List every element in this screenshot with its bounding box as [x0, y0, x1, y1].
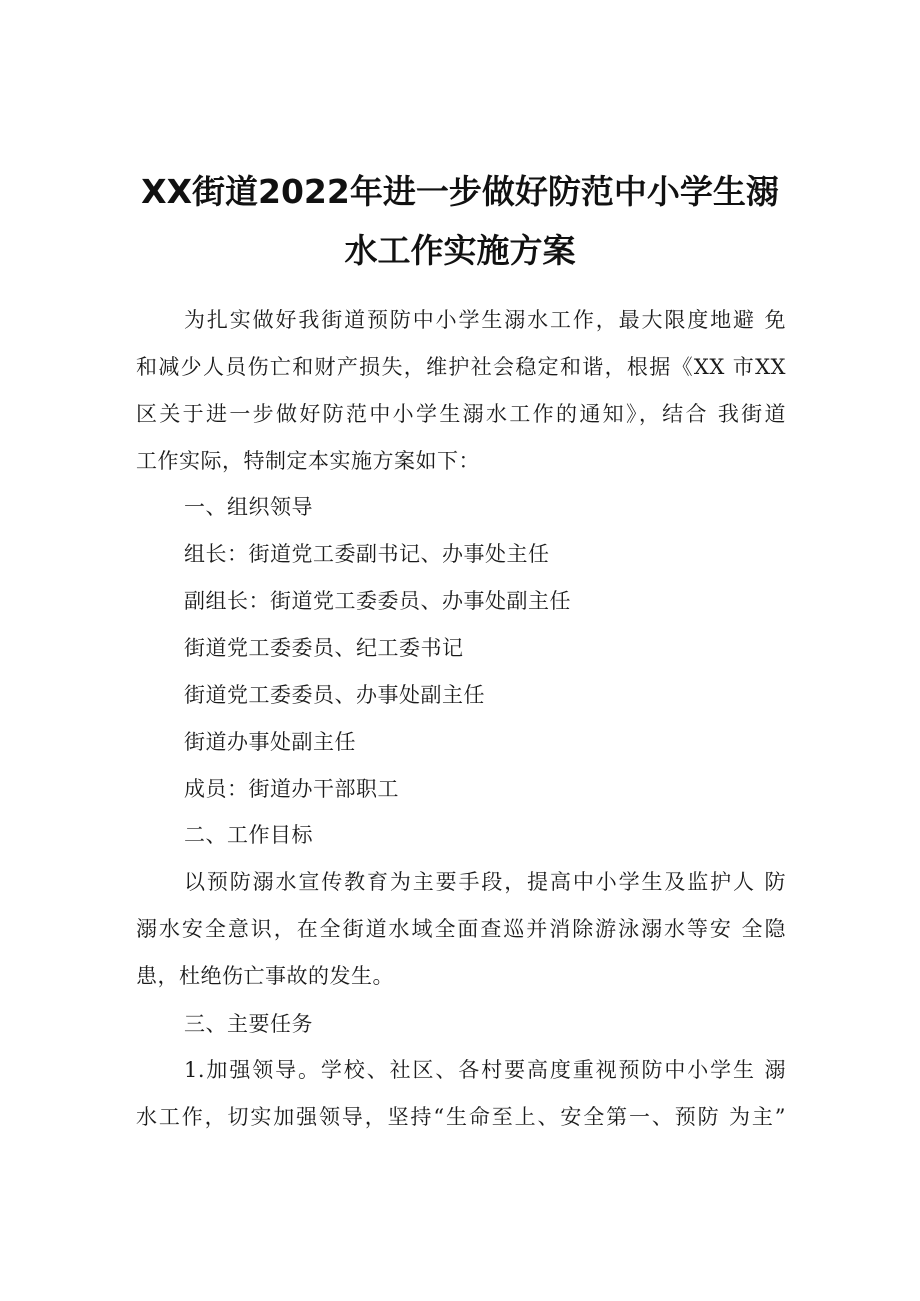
section-heading-organization: 一、组织领导 — [184, 495, 313, 519]
intro-line-3: 区关于进一步做好防范中小学生溺水工作的通知》，结合 我街道 — [136, 402, 786, 426]
leader-line-3: 街道党工委委员、纪工委书记 — [184, 636, 464, 660]
intro-line-4: 工作实际，特制定本实施方案如下： — [136, 449, 480, 473]
goals-line-2: 溺水安全意识，在全街道水域全面查巡并消除游泳溺水等安 全隐 — [136, 917, 786, 941]
leader-line-4: 街道党工委委员、办事处副主任 — [184, 683, 485, 707]
task1-line-1: 1.加强领导。学校、社区、各村要高度重视预防中小学生 溺 — [184, 1058, 786, 1082]
goals-line-1: 以预防溺水宣传教育为主要手段，提高中小学生及监护人 防 — [184, 870, 786, 894]
intro-line-2: 和减少人员伤亡和财产损失，维护社会稳定和谐，根据《XX 市XX — [136, 355, 786, 379]
leader-line-6: 成员：街道办干部职工 — [184, 777, 399, 801]
task1-line-2: 水工作，切实加强领导，坚持“生命至上、安全第一、预防 为主” — [136, 1105, 786, 1129]
intro-line-1: 为扎实做好我街道预防中小学生溺水工作，最大限度地避 免 — [184, 308, 786, 332]
goals-line-3: 患，杜绝伤亡事故的发生。 — [136, 964, 394, 988]
section-heading-goals: 二、工作目标 — [184, 823, 313, 847]
document-title-line-1: XX街道2022年进一步做好防范中小学生溺 — [141, 172, 779, 211]
document-title-line-2: 水工作实施方案 — [344, 231, 576, 270]
leader-line-1: 组长：街道党工委副书记、办事处主任 — [184, 542, 550, 566]
section-heading-tasks: 三、主要任务 — [184, 1012, 313, 1036]
leader-line-5: 街道办事处副主任 — [184, 730, 356, 754]
leader-line-2: 副组长：街道党工委委员、办事处副主任 — [184, 589, 571, 613]
